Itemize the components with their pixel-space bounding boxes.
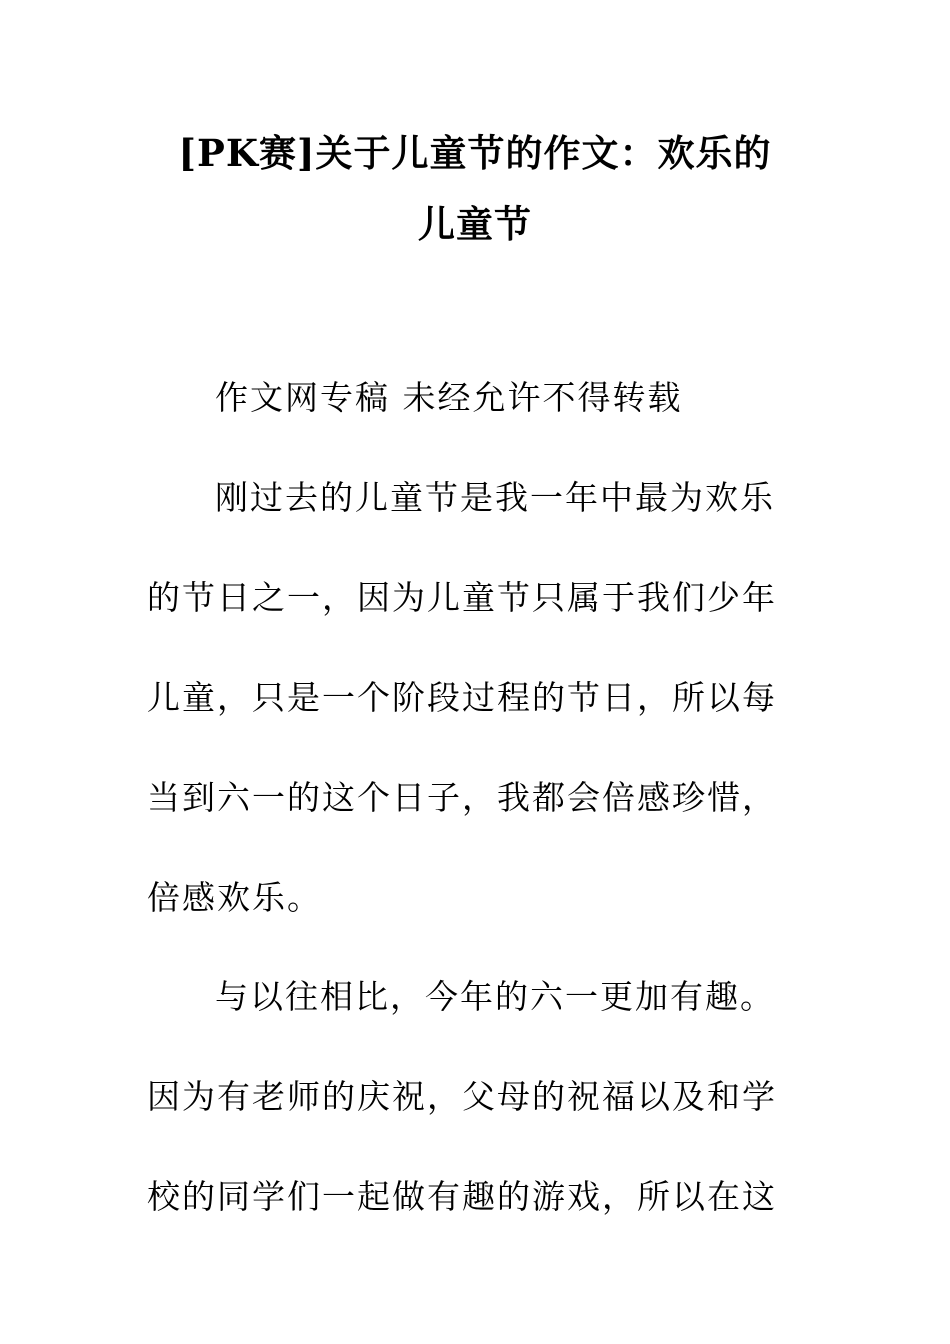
paragraph-line: 的节日之一，因为儿童节只属于我们少年 [147,578,777,617]
paragraph-line: 校的同学们一起做有趣的游戏，所以在这 [147,1177,777,1216]
document-title-line-2: 儿童节 [418,202,532,246]
paragraph-line: 当到六一的这个日子，我都会倍感珍惜， [147,778,777,817]
copyright-notice: 作文网专稿 未经允许不得转载 [215,378,683,417]
paragraph-line: 与以往相比，今年的六一更加有趣。 [215,977,775,1016]
paragraph-line: 刚过去的儿童节是我一年中最为欢乐 [215,478,775,517]
paragraph-line: 倍感欢乐。 [147,878,322,917]
paragraph-line: 儿童，只是一个阶段过程的节日，所以每 [147,678,777,717]
document-title-line-1: [PK赛]关于儿童节的作文：欢乐的 [178,131,772,175]
paragraph-line: 因为有老师的庆祝，父母的祝福以及和学 [147,1077,777,1116]
